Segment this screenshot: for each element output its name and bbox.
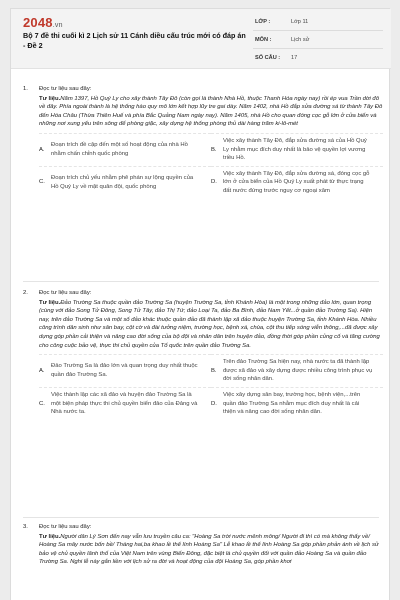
meta-key: MÔN : — [255, 36, 272, 43]
question-2 — [23, 289, 383, 420]
meta-row-class — [253, 13, 383, 31]
question-1 — [23, 85, 383, 199]
option-letter: D. — [211, 400, 217, 407]
answer-options — [39, 354, 383, 420]
option-a[interactable] — [39, 133, 211, 166]
source-label: Tư liệu. — [39, 533, 61, 540]
option-text: Trên đảo Trường Sa hiện nay, nhà nước ta đã thành lập được xã đảo và xây dựng được nhiều công trình phục vụ đời sống nhân dân. — [223, 359, 373, 383]
option-b[interactable] — [211, 133, 383, 166]
answer-options — [39, 133, 383, 199]
meta-value: Lịch sử — [291, 36, 310, 43]
option-letter: D. — [211, 179, 217, 186]
question-3 — [23, 523, 383, 567]
question-prompt: Đọc tư liệu sau đây: — [39, 290, 92, 296]
option-letter: C. — [39, 179, 45, 186]
page-title: Bộ 7 đề thi cuối kì 2 Lịch sử 11 Cánh diều cấu trúc mới có đáp án - Đề 2 — [23, 31, 246, 50]
option-a[interactable] — [39, 354, 211, 387]
meta-value: 17 — [291, 55, 298, 61]
meta-info-table — [253, 13, 383, 67]
source-passage — [39, 299, 383, 351]
source-label: Tư liệu. — [39, 95, 61, 102]
option-c[interactable] — [39, 387, 211, 420]
document-page — [10, 8, 390, 600]
page-header — [11, 9, 391, 69]
source-label: Tư liệu. — [39, 299, 61, 306]
meta-key: SỐ CÂU : — [255, 55, 281, 61]
option-text: Đảo Trường Sa là đảo lớn và quan trọng duy nhất thuộc quần đảo Trường Sa. — [51, 363, 198, 379]
option-text: Việc thành lập các xã đảo và huyện đảo Trường Sa là một biện pháp thực thi chủ quyền biển đảo của Đảng và Nhà nước ta. — [51, 391, 198, 416]
site-logo[interactable]: 2048.vn — [23, 15, 63, 30]
option-text: Đoạn trích chủ yếu nhằm phê phán sự lộng quyền của Hồ Quý Ly về mặt quân đội, quốc phòng — [51, 175, 194, 190]
question-number: 1. — [23, 86, 28, 92]
source-passage — [39, 533, 383, 567]
source-text: Người dân Lý Sơn đến nay vẫn lưu truyền câu ca: "Hoàng Sa trời nước mênh mông/ Người đi thì có mà không thấy về/ Hoàng Sa mây nước bốn bề/ Tháng hai,ba khao lề thế lính Hoàng Sa" Lễ khao lề thế lính Hoàng Sa góp phần phản ánh về lịch sử bảo vệ chủ quyền lãnh thổ của Việt Nam trên vùng Biển Đông, đặc biệt là chủ quyền đối với quần đảo Hoàng Sa và quần đảo Trường Sa. Nghi lễ này gắn liền với lịch sử ra đời và hoạt động của đội Hoàng Sa, góp phần khơi — [39, 533, 379, 566]
question-number: 3. — [23, 524, 28, 530]
source-text: Năm 1397, Hồ Quý Ly cho xây thành Tây Đô (còn gọi là thành Nhà Hồ, thuộc Thanh Hóa ngày nay) rồi ép vua Trần dời đô về đây. Phía ngoài thành là hệ thống hào quy mô lớn kết hợp lũy tre gai dày. Năm 1402, nhà Hồ đắp sửa đường sá từ thành Tây Đô đến Hóa Châu (Thừa Thiên Huế và phía Bắc Quảng Nam ngày nay). Năm 1405, nhà Hồ cho quan đóng cọc gỗ lớn ở cửa biển và những nơi xung yếu trên sông để phòng giặc, xây dựng hệ thống phòng thủ dài hàng trăm ki-lô-mét — [39, 95, 383, 128]
option-text: Việc xây thành Tây Đô, đắp sửa đường sá của Hồ Quý Ly nhằm mục đích duy nhất là bảo vệ quyền lợi vương triều Hồ. — [223, 137, 367, 162]
option-letter: A. — [39, 146, 45, 153]
question-prompt: Đọc tư liệu sau đây: — [39, 86, 92, 92]
meta-value: Lớp 11 — [291, 18, 309, 25]
source-passage — [39, 95, 383, 129]
option-d[interactable] — [211, 387, 383, 420]
option-letter: C. — [39, 400, 45, 407]
option-text: Đoạn trích đề cập đến một số hoạt động của nhà Hồ nhằm chấn chỉnh quốc phòng — [51, 142, 188, 157]
meta-row-subject — [253, 31, 383, 49]
option-d[interactable] — [211, 166, 383, 199]
question-divider — [23, 281, 379, 282]
option-letter: B. — [211, 146, 217, 153]
option-letter: B. — [211, 367, 217, 374]
meta-row-question-count — [253, 49, 383, 67]
option-text: Việc xây dựng sân bay, trường học, bệnh viện,...trên quần đảo Trường Sa nhằm mục đích duy nhất là cải thiện và nâng cao đời sống nhân dân. — [223, 391, 361, 416]
question-divider — [23, 517, 379, 518]
meta-key: LỚP : — [255, 18, 271, 25]
question-prompt: Đọc tư liệu sau đây: — [39, 524, 92, 530]
source-text: Đảo Trường Sa thuộc quần đảo Trường Sa (huyện Trường Sa, tỉnh Khánh Hòa) là một trong những đảo lớn, quan trọng (cùng với đảo Song Tử Đông, Song Tử Tây, đảo Thị Tứ; đảo Loại Ta, đảo Ba Bình, đảo Nam Yết...ở quần đảo Trường Sa). Hiện nay, trên đảo Trường Sa và một số đảo khác thuộc quần đảo đã thành lập xã đảo thuộc huyện Trường Sa, tỉnh Khánh Hòa. Nhiều công trình dân sinh như sân bay, cột cờ và đài tưởng niệm, trường học, bệnh xá, chùa, cột thu tiếp sóng viễn thông,...đã được xây dựng góp phần cải thiện và nâng cao đời sống của bộ đội và nhân dân trên huyện đảo, đồng thời góp phần củng cố và tăng cường cho công cuộc bảo vệ, thực thi chủ quyền của Tổ quốc trên quần đảo Trường Sa. — [39, 299, 380, 349]
option-text: Việc xây thành Tây Đô, đắp sửa đường sá, đóng cọc gỗ lớn ở cửa biển của Hồ Quý Ly xuất phát từ thực trạng đất nước đứng trước nguy cơ ngoại xâm — [223, 170, 370, 194]
option-c[interactable] — [39, 166, 211, 199]
option-b[interactable] — [211, 354, 383, 387]
option-letter: A. — [39, 367, 45, 374]
question-number: 2. — [23, 290, 28, 296]
